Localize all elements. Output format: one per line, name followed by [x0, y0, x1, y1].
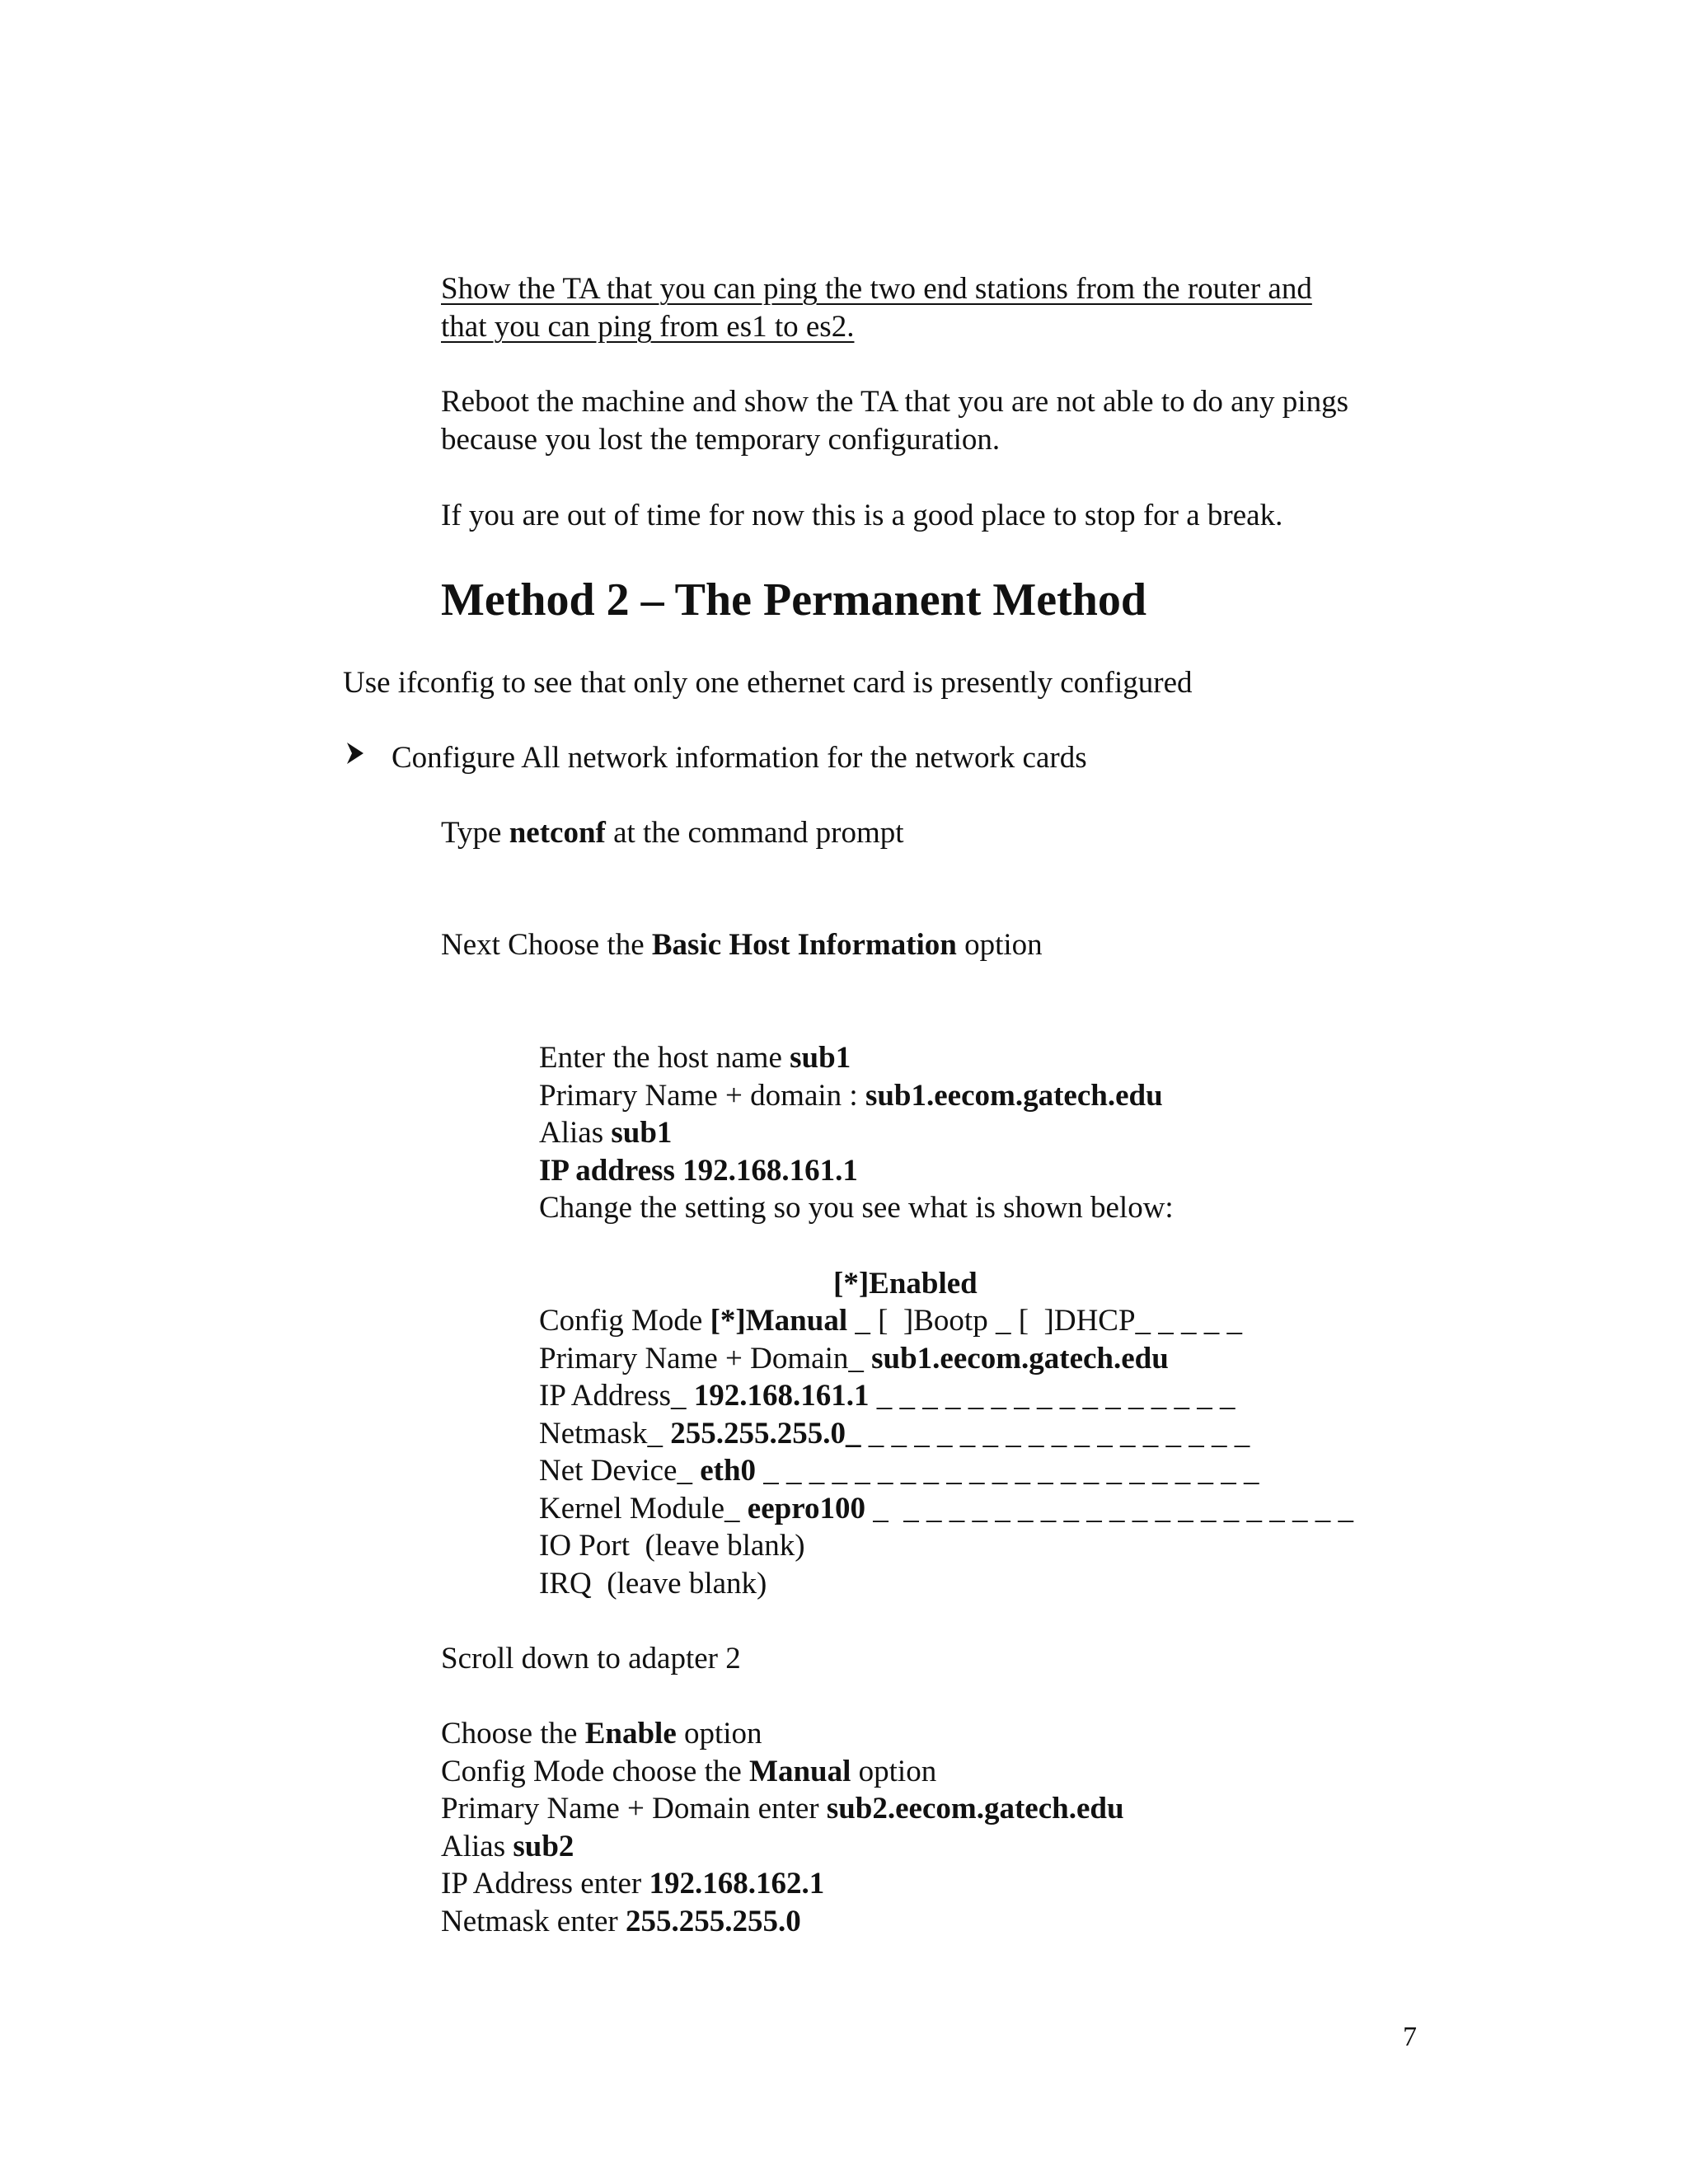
adapter1-ip-value: 192.168.161.1 [693, 1379, 870, 1413]
reboot-line-1: Reboot the machine and show the TA that you are not able to do any pings [441, 385, 1348, 419]
adapter2-alias-value: sub2 [513, 1830, 574, 1863]
adapter2-primary-pre: Primary Name + Domain enter [441, 1792, 827, 1825]
ip-address-text: IP address 192.168.161.1 [539, 1154, 858, 1188]
config-mode-label: Config Mode [539, 1304, 710, 1338]
basic-host-line [441, 926, 1043, 964]
scroll-adapter-line: Scroll down to adapter 2 [441, 1642, 741, 1675]
show-ta-line-2: that you can ping from es1 to es2. [441, 310, 855, 344]
adapter2-ip-value: 192.168.162.1 [649, 1867, 825, 1900]
enabled-setting [833, 1265, 978, 1303]
adapter2-ip-line [441, 1865, 824, 1903]
adapter1-netmask-line [539, 1415, 1250, 1453]
adapter2-config-line [441, 1753, 936, 1791]
section-heading: Method 2 – The Permanent Method [441, 574, 1146, 626]
alias-label: Alias [539, 1116, 612, 1150]
ifconfig-line: Use ifconfig to see that only one ethernet card is presently configured [343, 666, 1193, 700]
ip-address-line [539, 1152, 858, 1190]
adapter1-netmask-fill: _ _ _ _ _ _ _ _ _ _ _ _ _ _ _ _ _ [860, 1417, 1250, 1451]
primary-domain-value: sub1.eecom.gatech.edu [865, 1079, 1163, 1113]
host-name-label: Enter the host name [539, 1041, 790, 1075]
adapter2-config-post: option [851, 1755, 937, 1788]
adapter1-ip-label: IP Address_ [539, 1379, 694, 1413]
page-number: 7 [1403, 2022, 1417, 2052]
adapter2-primary-line [441, 1790, 1124, 1828]
alias-line [539, 1114, 672, 1152]
io-port-line: IO Port (leave blank) [539, 1529, 805, 1563]
adapter2-config-pre: Config Mode choose the [441, 1755, 750, 1788]
config-mode-rest: _ [ ]Bootp _ [ ]DHCP_ _ _ _ _ [847, 1304, 1243, 1338]
adapter2-enable-pre: Choose the [441, 1717, 585, 1750]
adapter2-netmask-value: 255.255.255.0 [625, 1905, 801, 1938]
primary-name-domain-line [539, 1340, 1169, 1378]
arrow-bullet-icon [345, 740, 366, 766]
alias-value: sub1 [611, 1116, 673, 1150]
host-name-value: sub1 [790, 1041, 851, 1075]
net-device-line [539, 1452, 1259, 1490]
basic-host-pre: Next Choose the [441, 928, 652, 962]
adapter2-primary-value: sub2.eecom.gatech.edu [826, 1792, 1124, 1825]
bullet-text: Configure All network information for the network cards [392, 741, 1087, 775]
primary-name-domain-label: Primary Name + Domain_ [539, 1342, 872, 1376]
adapter2-enable-post: option [676, 1717, 762, 1750]
adapter2-config-value: Manual [749, 1755, 851, 1788]
kernel-module-line [539, 1490, 1353, 1528]
adapter2-netmask-line [441, 1903, 801, 1941]
kernel-module-fill: _ _ _ _ _ _ _ _ _ _ _ _ _ _ _ _ _ _ _ _ _ [865, 1492, 1353, 1526]
break-line: If you are out of time for now this is a good place to stop for a break. [441, 499, 1283, 532]
adapter2-enable-value: Enable [584, 1717, 677, 1750]
net-device-fill: _ _ _ _ _ _ _ _ _ _ _ _ _ _ _ _ _ _ _ _ _ _ [756, 1454, 1259, 1488]
netconf-pre: Type [441, 816, 509, 850]
adapter2-netmask-pre: Netmask enter [441, 1905, 626, 1938]
adapter1-netmask-value: 255.255.255.0_ [670, 1417, 861, 1451]
adapter1-ip-fill: _ _ _ _ _ _ _ _ _ _ _ _ _ _ _ _ [869, 1379, 1236, 1413]
config-mode-line [539, 1302, 1242, 1340]
netconf-command: netconf [509, 816, 606, 850]
host-name-line [539, 1039, 851, 1077]
adapter1-ip-line [539, 1377, 1236, 1415]
primary-name-domain-value: sub1.eecom.gatech.edu [871, 1342, 1169, 1376]
primary-domain-line [539, 1077, 1163, 1115]
primary-domain-label: Primary Name + domain : [539, 1079, 865, 1113]
show-ta-line-1: Show the TA that you can ping the two end stations from the router and [441, 272, 1312, 306]
reboot-line-2: because you lost the temporary configuration. [441, 423, 1001, 457]
adapter2-enable-line [441, 1715, 762, 1753]
enabled-checkbox-text: [*]Enabled [833, 1267, 978, 1301]
net-device-label: Net Device_ [539, 1454, 701, 1488]
adapter1-netmask-label: Netmask_ [539, 1417, 671, 1451]
irq-line: IRQ (leave blank) [539, 1567, 767, 1601]
kernel-module-label: Kernel Module_ [539, 1492, 748, 1526]
net-device-value: eth0 [700, 1454, 757, 1488]
basic-host-option: Basic Host Information [651, 928, 957, 962]
basic-host-post: option [956, 928, 1043, 962]
adapter2-alias-line [441, 1828, 574, 1866]
kernel-module-value: eepro100 [747, 1492, 865, 1526]
adapter2-alias-pre: Alias [441, 1830, 513, 1863]
config-mode-manual: [*]Manual [710, 1304, 848, 1338]
adapter2-ip-pre: IP Address enter [441, 1867, 649, 1900]
netconf-line [441, 814, 904, 852]
netconf-post: at the command prompt [605, 816, 904, 850]
change-setting-line: Change the setting so you see what is shown below: [539, 1191, 1174, 1225]
